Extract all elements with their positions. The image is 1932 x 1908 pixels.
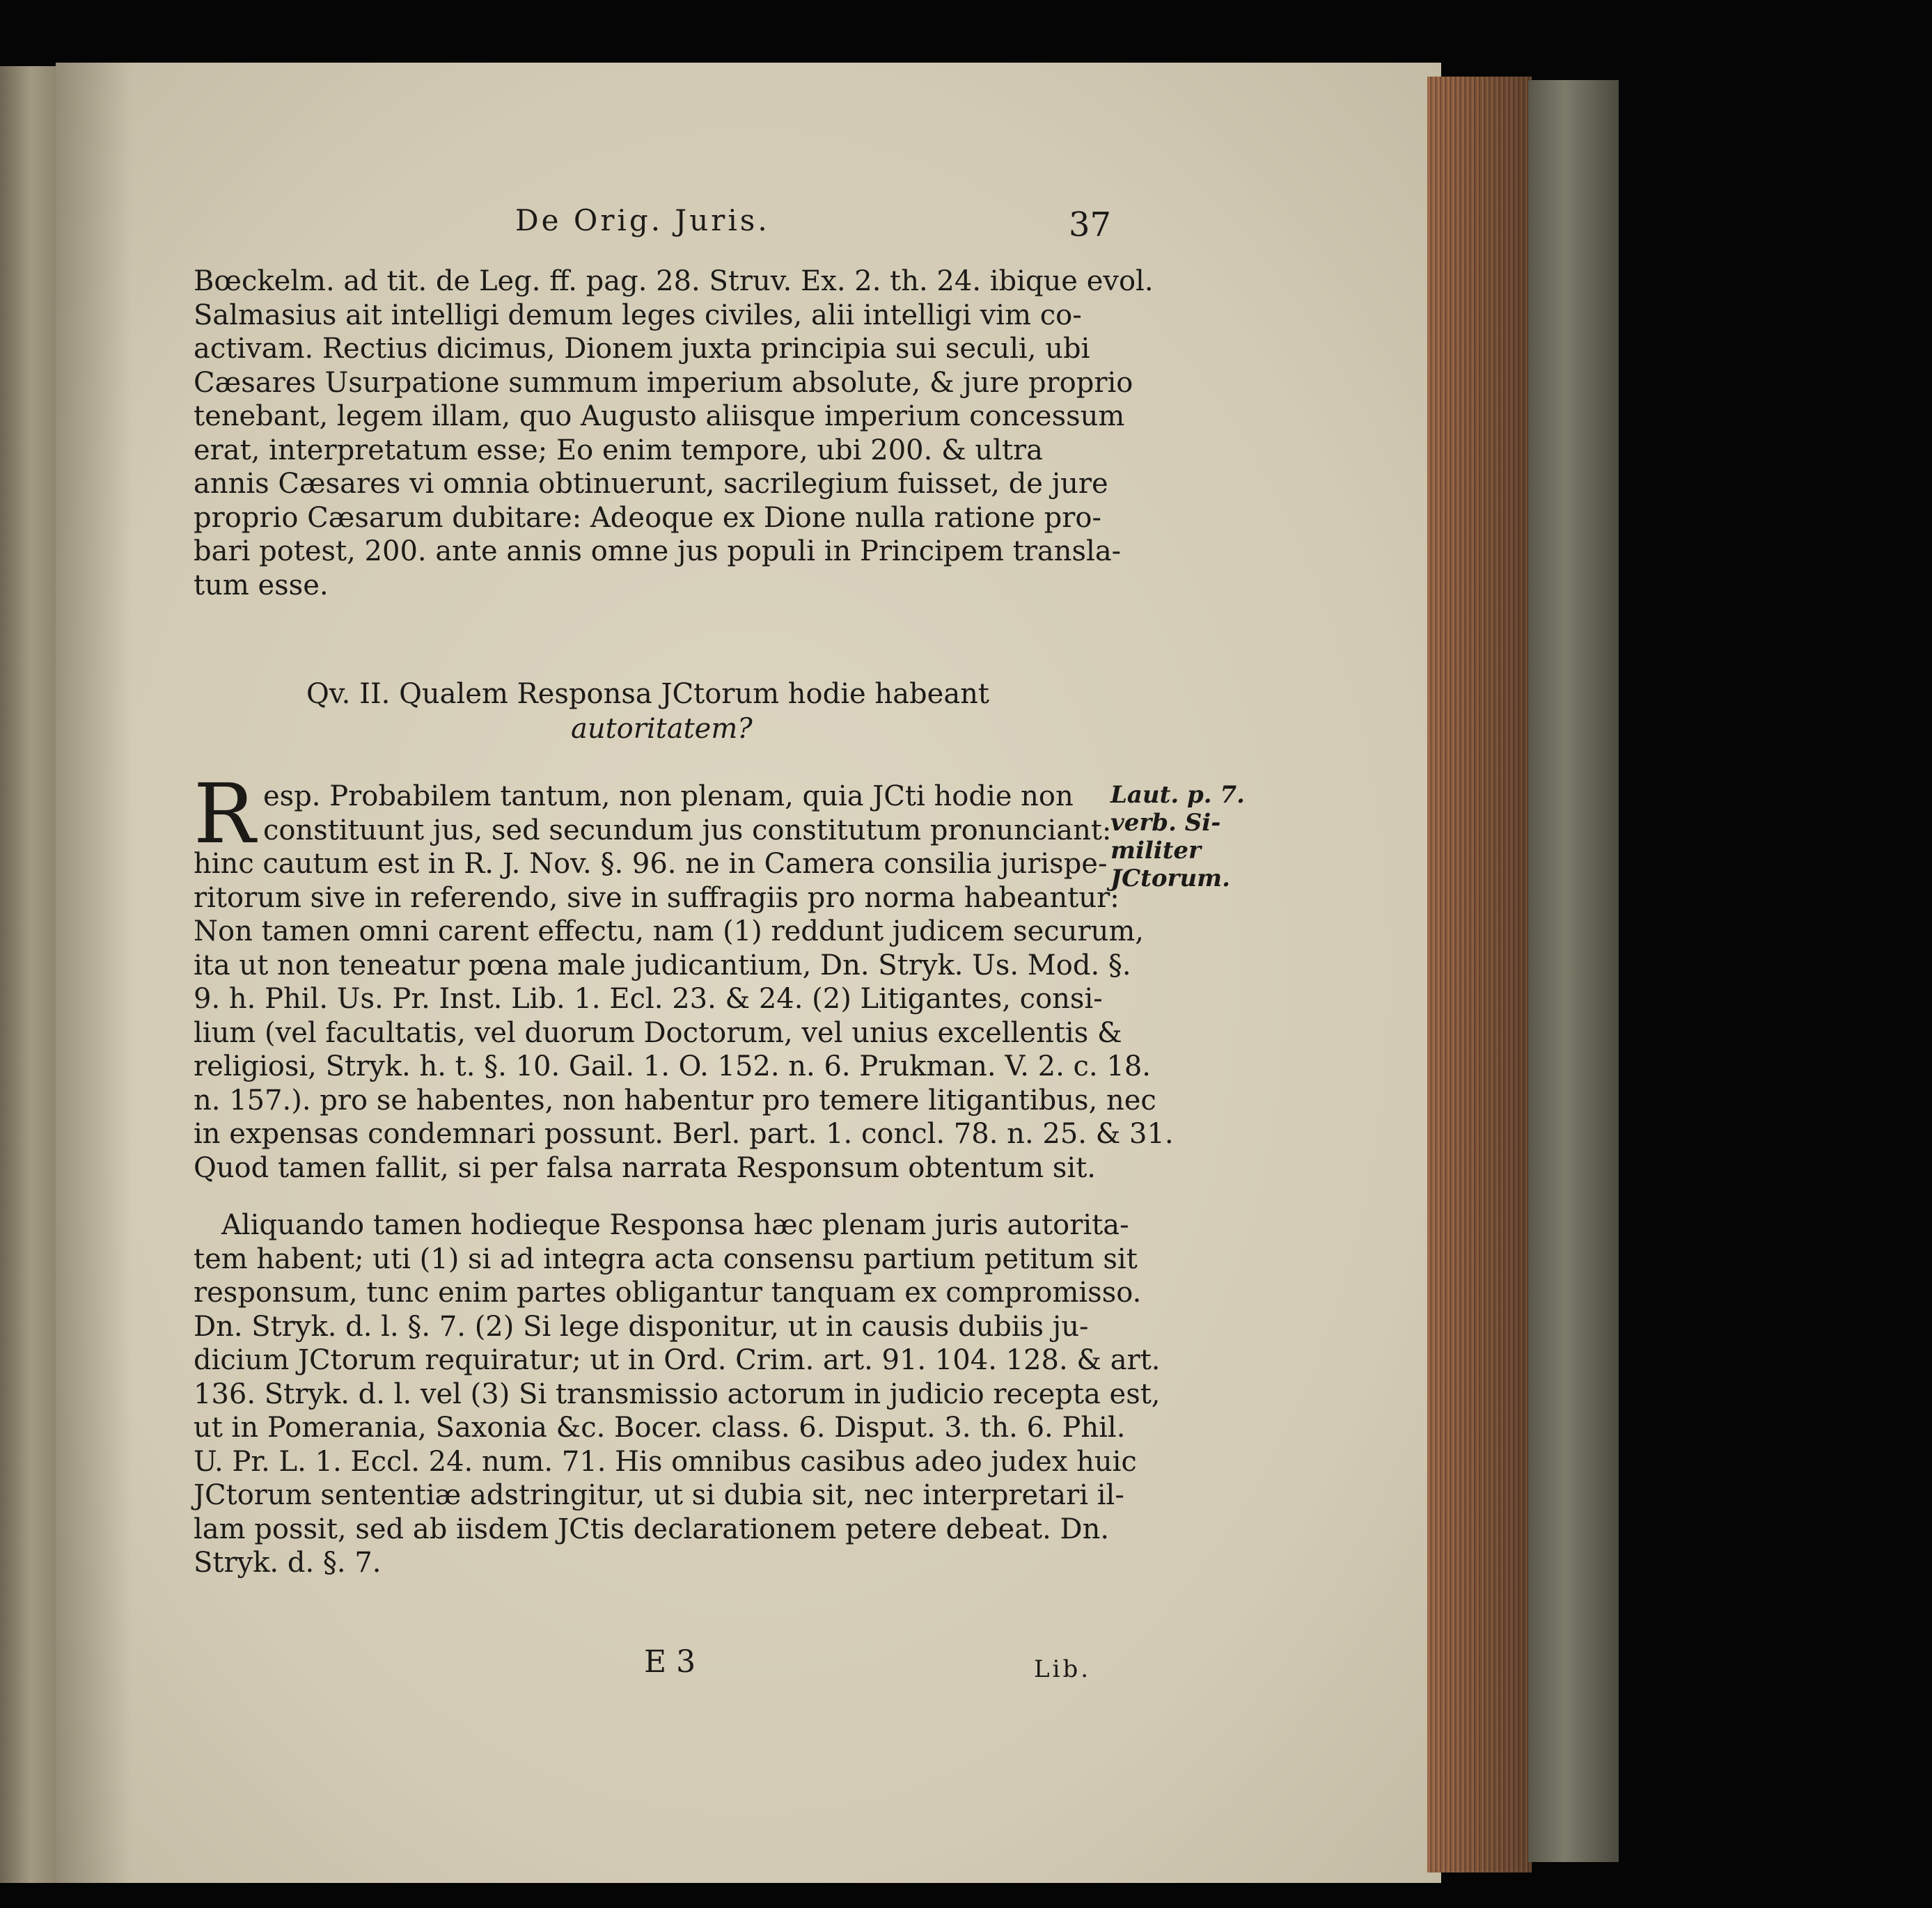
text-line: militer <box>1110 837 1201 865</box>
text-line: proprio Cæsarum dubitare: Adeoque ex Dione nulla ratione pro- <box>194 501 1102 534</box>
text-line: constituunt jus, sed secundum jus constitutum pronunciant: <box>263 814 1112 846</box>
text-line: n. 157.). pro se habentes, non habentur pro temere litigantibus, nec <box>194 1084 1156 1117</box>
text-line: JCtorum. <box>1110 865 1230 892</box>
text-line: Dn. Stryk. d. l. §. 7. (2) Si lege disponitur, ut in causis dubiis ju- <box>194 1310 1089 1343</box>
page-edges-shade <box>1427 77 1532 1872</box>
text-line: verb. Si- <box>1110 809 1221 837</box>
book-cover-edge <box>1528 80 1619 1862</box>
margin-note <box>1110 781 1245 892</box>
text-line: bari potest, 200. ante annis omne jus populi in Principem transla- <box>194 535 1122 567</box>
question-heading <box>306 677 1072 746</box>
catchword: Lib. <box>1034 1655 1092 1683</box>
question-line-1: Qv. II. Qualem Responsa JCtorum hodie habeant <box>306 678 989 710</box>
running-header: De Orig. Juris. <box>515 203 770 237</box>
page-gutter-shadow <box>56 63 132 1883</box>
text-line: religiosi, Stryk. h. t. §. 10. Gail. 1. O. 152. n. 6. Prukman. V. 2. c. 18. <box>194 1050 1151 1082</box>
signature-mark: E 3 <box>644 1644 696 1680</box>
text-line: 9. h. Phil. Us. Pr. Inst. Lib. 1. Ecl. 23. & 24. (2) Litigantes, consi- <box>194 983 1103 1015</box>
text-line: Laut. p. 7. <box>1110 781 1245 809</box>
text-line: activam. Rectius dicimus, Dionem juxta principia sui seculi, ubi <box>194 333 1090 365</box>
text-line: esp. Probabilem tantum, non plenam, quia JCti hodie non <box>263 780 1074 812</box>
text-line: Stryk. d. §. 7. <box>194 1547 382 1579</box>
facing-page-edge <box>0 66 56 1883</box>
text-line: erat, interpretatum esse; Eo enim tempore, ubi 200. & ultra <box>194 434 1043 466</box>
text-line: dicium JCtorum requiratur; ut in Ord. Crim. art. 91. 104. 128. & art. <box>194 1344 1161 1376</box>
text-line: tem habent; uti (1) si ad integra acta consensu partium petitum sit <box>194 1243 1138 1275</box>
drop-capital: R <box>194 766 256 862</box>
question-line-2: autoritatem? <box>571 713 753 745</box>
text-line: Non tamen omni carent effectu, nam (1) reddunt judicem securum, <box>194 915 1144 947</box>
text-line: lium (vel facultatis, vel duorum Doctorum, vel unius excellentis & <box>194 1016 1122 1049</box>
text-line: Aliquando tamen hodieque Responsa hæc plenam juris autorita- <box>221 1209 1129 1241</box>
text-line: tenebant, legem illam, quo Augusto aliisque imperium concessum <box>194 400 1125 432</box>
text-line: ut in Pomerania, Saxonia &c. Bocer. class. 6. Disput. 3. th. 6. Phil. <box>194 1412 1126 1444</box>
text-line: tum esse. <box>194 569 329 601</box>
text-line: Salmasius ait intelligi demum leges civiles, alii intelligi vim co- <box>194 299 1082 331</box>
text-line: hinc cautum est in R. J. Nov. §. 96. ne in Camera consilia jurispe- <box>194 848 1108 880</box>
paragraph-3 <box>194 1208 1161 1580</box>
text-line: annis Cæsares vi omnia obtinuerunt, sacrilegium fuisset, de jure <box>194 468 1108 500</box>
text-line: Cæsares Usurpatione summum imperium absolute, & jure proprio <box>194 366 1133 399</box>
text-line: 136. Stryk. d. l. vel (3) Si transmissio actorum in judicio recepta est, <box>194 1378 1161 1410</box>
paragraph-1 <box>194 265 1154 602</box>
text-line: lam possit, sed ab iisdem JCtis declarationem petere debeat. Dn. <box>194 1513 1110 1545</box>
text-line: U. Pr. L. 1. Eccl. 24. num. 71. His omnibus casibus adeo judex huic <box>194 1445 1137 1478</box>
text-line: ritorum sive in referendo, sive in suffragiis pro norma habeantur: <box>194 881 1120 914</box>
text-line: JCtorum sententiæ adstringitur, ut si dubia sit, nec interpretari il- <box>194 1479 1124 1511</box>
text-line: ita ut non teneatur pœna male judicantium, Dn. Stryk. Us. Mod. §. <box>194 949 1131 981</box>
text-line: responsum, tunc enim partes obligantur tanquam ex compromisso. <box>194 1277 1142 1309</box>
page-number: 37 <box>1069 205 1112 244</box>
text-line: Quod tamen fallit, si per falsa narrata Responsum obtentum sit. <box>194 1151 1096 1184</box>
text-line: in expensas condemnari possunt. Berl. part. 1. concl. 78. n. 25. & 31. <box>194 1118 1174 1150</box>
text-line: Bœckelm. ad tit. de Leg. ff. pag. 28. Struv. Ex. 2. th. 24. ibique evol. <box>194 265 1154 297</box>
